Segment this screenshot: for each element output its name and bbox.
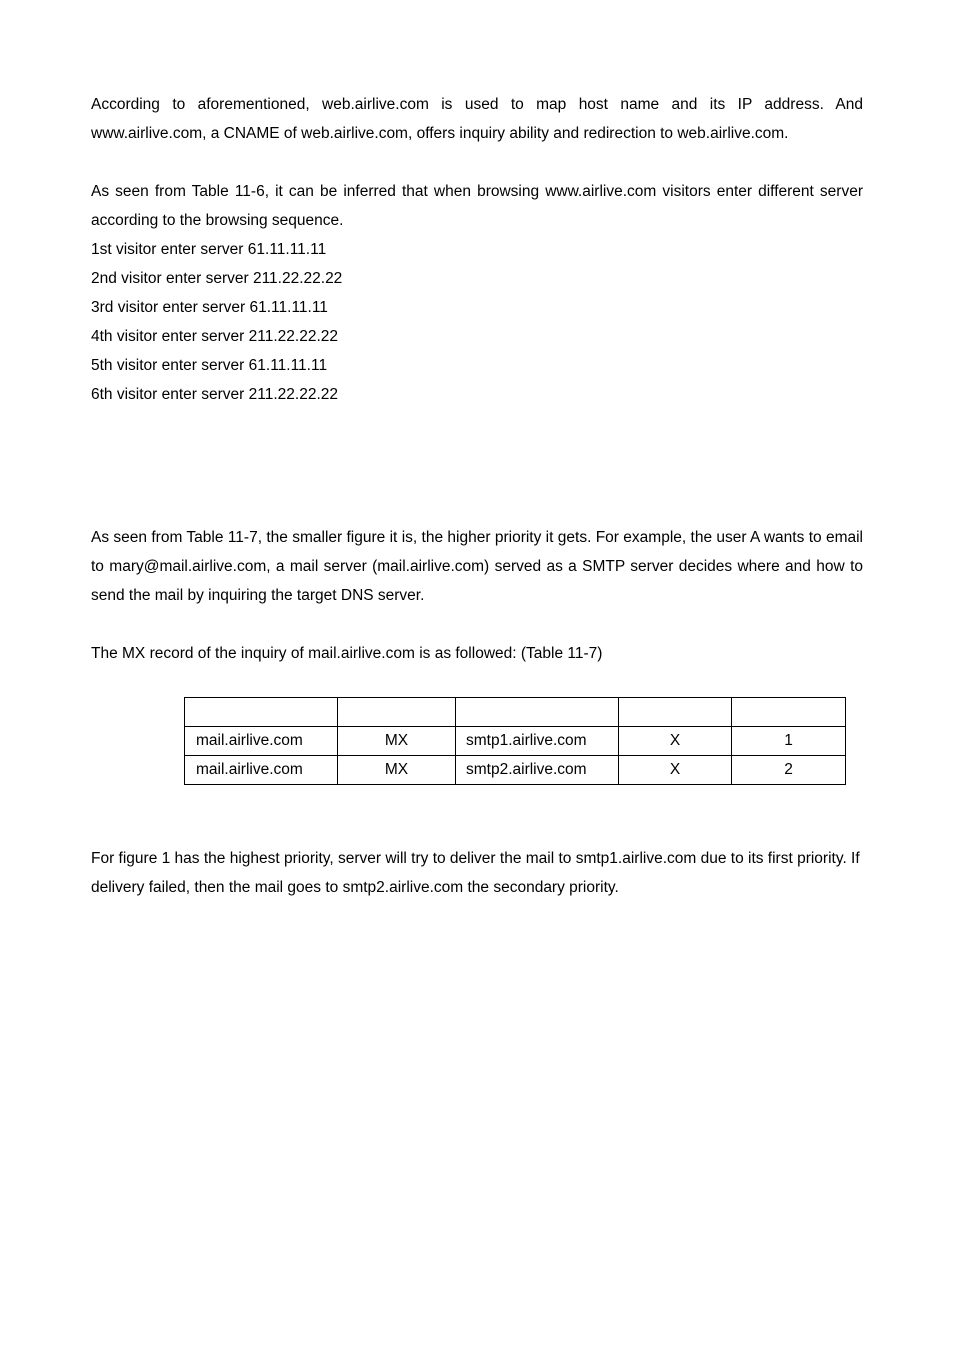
table-cell-host: smtp1.airlive.com	[456, 727, 619, 756]
paragraph-mx-priority: As seen from Table 11-7, the smaller figure it is, the higher priority it gets. For example, the user A wants to email to mary@mail.airlive.com, a mail server (mail.airlive.com) served as a SMTP server decides where and how to send the mail by inquiring the target DNS server.	[91, 529, 863, 604]
table-header-cell	[456, 698, 619, 727]
table-cell-domain: mail.airlive.com	[185, 756, 338, 785]
table-row	[185, 756, 846, 785]
table-cell-type: MX	[338, 756, 456, 785]
visitor-line: 3rd visitor enter server 61.11.11.11	[91, 299, 328, 316]
table-header-row	[185, 698, 846, 727]
visitor-line: 4th visitor enter server 211.22.22.22	[91, 328, 338, 345]
visitor-line: 1st visitor enter server 61.11.11.11	[91, 241, 327, 258]
paragraph-delivery-priority: For figure 1 has the highest priority, server will try to deliver the mail to smtp1.airlive.com due to its first priority. If delivery failed, then the mail goes to smtp2.airlive.com the secondary priority.	[91, 850, 860, 896]
table-header-cell	[185, 698, 338, 727]
table-row	[185, 727, 846, 756]
visitor-line: 5th visitor enter server 61.11.11.11	[91, 357, 328, 374]
table-header-cell	[619, 698, 732, 727]
mx-record-table	[184, 697, 846, 785]
table-cell-priority: 2	[732, 756, 846, 785]
visitor-line: 6th visitor enter server 211.22.22.22	[91, 386, 338, 403]
browsing-sequence-intro: As seen from Table 11-6, it can be inferred that when browsing www.airlive.com visitors enter different server according to the browsing sequence.	[91, 183, 863, 229]
paragraph-cname-explanation: According to aforementioned, web.airlive.com is used to map host name and its IP address. And www.airlive.com, a CNAME of web.airlive.com, offers inquiry ability and redirection to web.airlive.com.	[91, 96, 863, 142]
table-header-cell	[338, 698, 456, 727]
table-header-cell	[732, 698, 846, 727]
table-cell-domain: mail.airlive.com	[185, 727, 338, 756]
table-cell-x: X	[619, 756, 732, 785]
visitor-line: 2nd visitor enter server 211.22.22.22	[91, 270, 343, 287]
table-cell-x: X	[619, 727, 732, 756]
table-cell-host: smtp2.airlive.com	[456, 756, 619, 785]
paragraph-browsing-sequence	[91, 177, 863, 409]
table-cell-type: MX	[338, 727, 456, 756]
paragraph-mx-record-intro: The MX record of the inquiry of mail.airlive.com is as followed: (Table 11-7)	[91, 645, 603, 662]
table-cell-priority: 1	[732, 727, 846, 756]
